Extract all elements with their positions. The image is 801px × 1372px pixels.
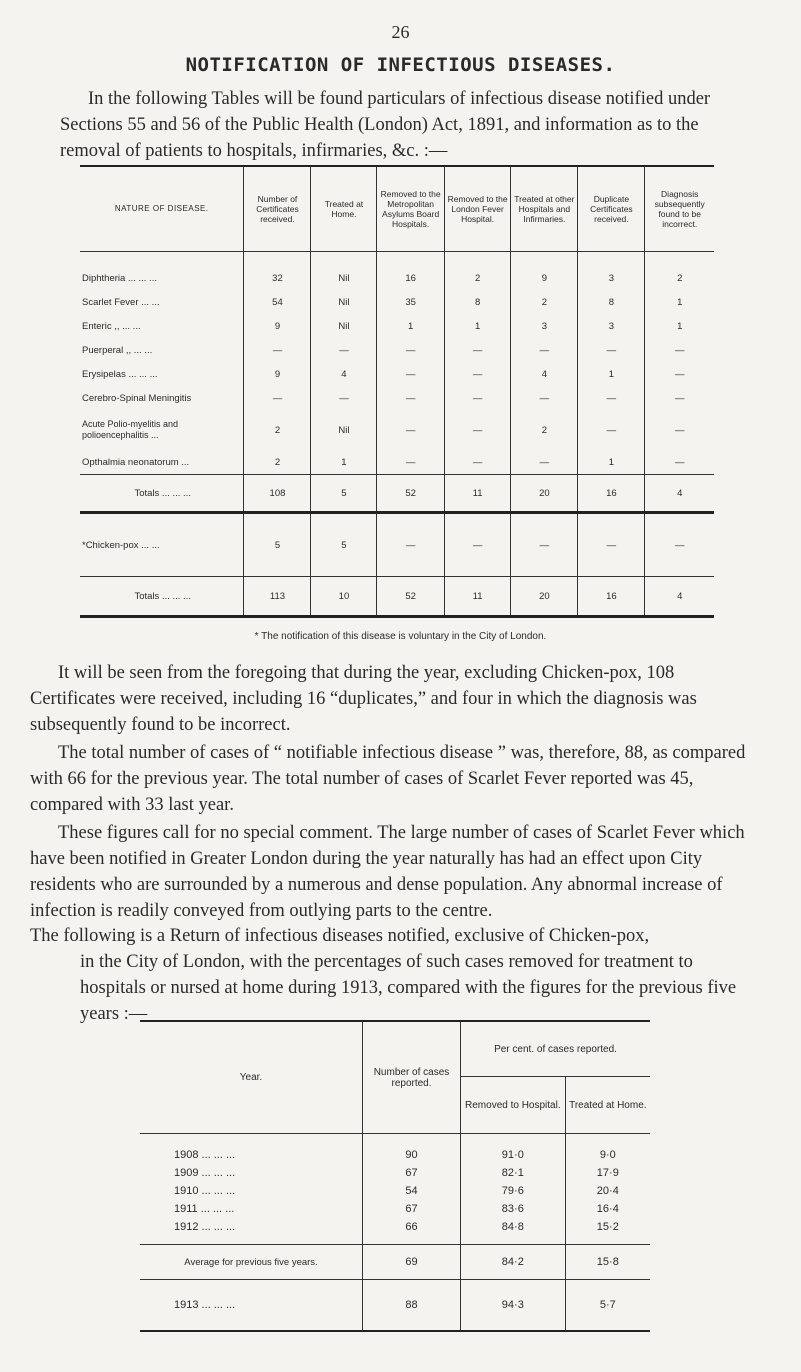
disease-name: Enteric ,, ... ... (82, 320, 141, 332)
disease-name: Scarlet Fever ... ... (82, 296, 160, 308)
cell: 9 (244, 362, 311, 386)
disease-name: Puerperal ,, ... ... (82, 344, 153, 356)
cell: 84·2 (461, 1245, 566, 1280)
page-title: NOTIFICATION OF INFECTIOUS DISEASES. (185, 54, 616, 76)
cell: 54 (244, 290, 311, 314)
cell: — (377, 513, 444, 577)
cell: 2 (511, 290, 578, 314)
cell: 15·2 (565, 1218, 650, 1245)
cell: — (444, 410, 511, 450)
cell: — (645, 338, 714, 362)
cell: 3 (578, 314, 645, 338)
year-cell: 1910 ... ... ... (174, 1185, 236, 1197)
table-row (80, 450, 714, 475)
cell: — (645, 450, 714, 475)
cell: 94·3 (461, 1280, 566, 1332)
header-percent: Per cent. of cases reported. (461, 1021, 651, 1077)
cell: 113 (244, 577, 311, 617)
year-cell: 1911 ... ... ... (174, 1203, 235, 1215)
disease-name: Opthalmia neonatorum ... (82, 456, 190, 468)
average-row (140, 1245, 650, 1280)
cell: 1 (444, 314, 511, 338)
cell: 83·6 (461, 1200, 566, 1218)
cell: 5 (311, 513, 377, 577)
cell: 11 (444, 577, 511, 617)
cell: 2 (511, 410, 578, 450)
average-label: Average for previous five years. (140, 1245, 363, 1280)
table-row (80, 338, 714, 362)
cell: — (511, 450, 578, 475)
cell: 35 (377, 290, 444, 314)
cell: 9 (244, 314, 311, 338)
cell: — (244, 386, 311, 410)
cell: 20 (511, 577, 578, 617)
cell: — (377, 410, 444, 450)
chickenpox-row (80, 513, 714, 577)
disease-name: *Chicken-pox ... ... (80, 513, 244, 577)
table-row (80, 410, 714, 450)
header-removed-mab: Removed to the Metropolitan Asylums Board Hospitals. (377, 166, 444, 252)
cell: Nil (311, 314, 377, 338)
cell: Nil (311, 252, 377, 291)
cell: 4 (311, 362, 377, 386)
disease-name: Acute Polio-myelitis and polioencephalitis ... (82, 419, 179, 440)
cell: 2 (244, 410, 311, 450)
cell: 5 (244, 513, 311, 577)
cell: — (377, 338, 444, 362)
cell: — (511, 513, 578, 577)
cell: 20·4 (565, 1182, 650, 1200)
cell: — (444, 450, 511, 475)
cell: — (578, 338, 645, 362)
table-row (140, 1218, 650, 1245)
cell: 1 (645, 314, 714, 338)
cell: 1 (578, 362, 645, 386)
header-nature: NATURE OF DISEASE. (80, 166, 244, 252)
cell: 67 (363, 1200, 461, 1218)
cell: 17·9 (565, 1164, 650, 1182)
cell: 2 (244, 450, 311, 475)
cell: 52 (377, 577, 444, 617)
header-treated-home: Treated at Home. (311, 166, 377, 252)
header-incorrect: Diagnosis subsequently found to be incorrect. (645, 166, 714, 252)
paragraph-4-rest: in the City of London, with the percentages of such cases removed for treatment to hospitals or nursed at home during 1913, compared with the figures for the previous five years :— (80, 952, 737, 1024)
cell: — (377, 362, 444, 386)
totals-row (80, 475, 714, 513)
paragraph-2: The total number of cases of “ notifiable infectious disease ” was, therefore, 88, as compared with 66 for the previous year. The total number of cases of Scarlet Fever reported was 45, compared with 33 last year. (30, 743, 746, 815)
cell: 9·0 (565, 1134, 650, 1165)
cell: 79·6 (461, 1182, 566, 1200)
cell: — (645, 513, 714, 577)
cell: 91·0 (461, 1134, 566, 1165)
cell: 8 (578, 290, 645, 314)
cell: — (444, 386, 511, 410)
disease-name: Cerebro-Spinal Meningitis (82, 392, 192, 404)
cell: 69 (363, 1245, 461, 1280)
cell: Nil (311, 410, 377, 450)
year-cell: 1912 ... ... ... (174, 1221, 236, 1233)
cell: — (377, 386, 444, 410)
table-row (80, 290, 714, 314)
table-row (140, 1200, 650, 1218)
totals-label: Totals ... ... ... (80, 475, 244, 513)
footnote: * The notification of this disease is voluntary in the City of London. (254, 631, 547, 642)
cell: 5 (311, 475, 377, 513)
cell: 32 (244, 252, 311, 291)
header-home: Treated at Home. (565, 1077, 650, 1134)
page-number: 26 (391, 22, 410, 42)
cell: — (645, 386, 714, 410)
table-row (140, 1182, 650, 1200)
table-row (140, 1134, 650, 1165)
cell: — (311, 386, 377, 410)
cell: 67 (363, 1164, 461, 1182)
cell: 82·1 (461, 1164, 566, 1182)
cell: — (444, 513, 511, 577)
paragraph-3: These figures call for no special comment. The large number of cases of Scarlet Fever which have been notified in Greater London during the year naturally has had an effect upon City residents who are surrounded by a numerous and dense population. Any abnormal increase of infection is readily conveyed from outlying parts to the centre. (30, 823, 745, 921)
cell: — (578, 513, 645, 577)
cell: — (311, 338, 377, 362)
year-cell: 1913 ... ... ... (140, 1280, 363, 1332)
paragraph-4 (30, 923, 760, 1027)
cell: 4 (645, 475, 714, 513)
cell: 108 (244, 475, 311, 513)
cell: 84·8 (461, 1218, 566, 1245)
cell: — (377, 450, 444, 475)
header-duplicates: Duplicate Certificates received. (578, 166, 645, 252)
header-certificates: Number of Certificates received. (244, 166, 311, 252)
totals-label: Totals ... ... ... (80, 577, 244, 617)
year-cell: 1908 ... ... ... (174, 1149, 236, 1161)
cell: — (578, 410, 645, 450)
cell: 1 (578, 450, 645, 475)
header-number: Number of cases reported. (363, 1021, 461, 1134)
table-row (80, 386, 714, 410)
cell: 15·8 (565, 1245, 650, 1280)
cell: 16·4 (565, 1200, 650, 1218)
return-table (140, 1020, 650, 1332)
cell: 16 (377, 252, 444, 291)
cell: 8 (444, 290, 511, 314)
cell: 2 (444, 252, 511, 291)
cell: 66 (363, 1218, 461, 1245)
cell: — (244, 338, 311, 362)
cell: 3 (578, 252, 645, 291)
cell: 4 (511, 362, 578, 386)
cell: 10 (311, 577, 377, 617)
cell: 90 (363, 1134, 461, 1165)
cell: 1 (645, 290, 714, 314)
cell: — (645, 362, 714, 386)
cell: 5·7 (565, 1280, 650, 1332)
cell: 16 (578, 577, 645, 617)
table-row (80, 252, 714, 291)
cell: 20 (511, 475, 578, 513)
header-removed-lfh: Removed to the London Fever Hospital. (444, 166, 511, 252)
intro-paragraph: In the following Tables will be found particulars of infectious disease notified under Sections 55 and 56 of the Public Health (London) Act, 1891, and information as to the removal of patients to hospitals, infirmaries, &c. :— (60, 89, 711, 161)
disease-name: Erysipelas ... ... ... (82, 368, 158, 380)
grand-totals-row (80, 577, 714, 617)
table-header-row (80, 166, 714, 252)
cell: 1 (311, 450, 377, 475)
cell: — (578, 386, 645, 410)
cell: 11 (444, 475, 511, 513)
cell: — (511, 338, 578, 362)
cell: 1 (377, 314, 444, 338)
table-row (140, 1164, 650, 1182)
cell: 2 (645, 252, 714, 291)
infectious-disease-table (80, 165, 714, 618)
year-cell: 1909 ... ... ... (174, 1167, 236, 1179)
cell: 52 (377, 475, 444, 513)
table-row (80, 362, 714, 386)
disease-name: Diphtheria ... ... ... (82, 272, 157, 284)
cell: 16 (578, 475, 645, 513)
cell: 9 (511, 252, 578, 291)
cell: Nil (311, 290, 377, 314)
cell: 4 (645, 577, 714, 617)
table-row (80, 314, 714, 338)
cell: — (511, 386, 578, 410)
paragraph-1: It will be seen from the foregoing that during the year, excluding Chicken-pox, 108 Certificates were received, including 16 “duplicates,” and four in which the diagnosis was subsequently found to be incorrect. (30, 663, 697, 735)
current-year-row (140, 1280, 650, 1332)
cell: 54 (363, 1182, 461, 1200)
cell: — (444, 362, 511, 386)
paragraph-4-first-line: The following is a Return of infectious diseases notified, exclusive of Chicken-pox, (30, 926, 650, 946)
header-other-hospitals: Treated at other Hospitals and Infirmaries. (511, 166, 578, 252)
cell: 88 (363, 1280, 461, 1332)
cell: — (444, 338, 511, 362)
header-year: Year. (140, 1021, 363, 1134)
cell: — (645, 410, 714, 450)
cell: 3 (511, 314, 578, 338)
header-removed: Removed to Hospital. (461, 1077, 566, 1134)
